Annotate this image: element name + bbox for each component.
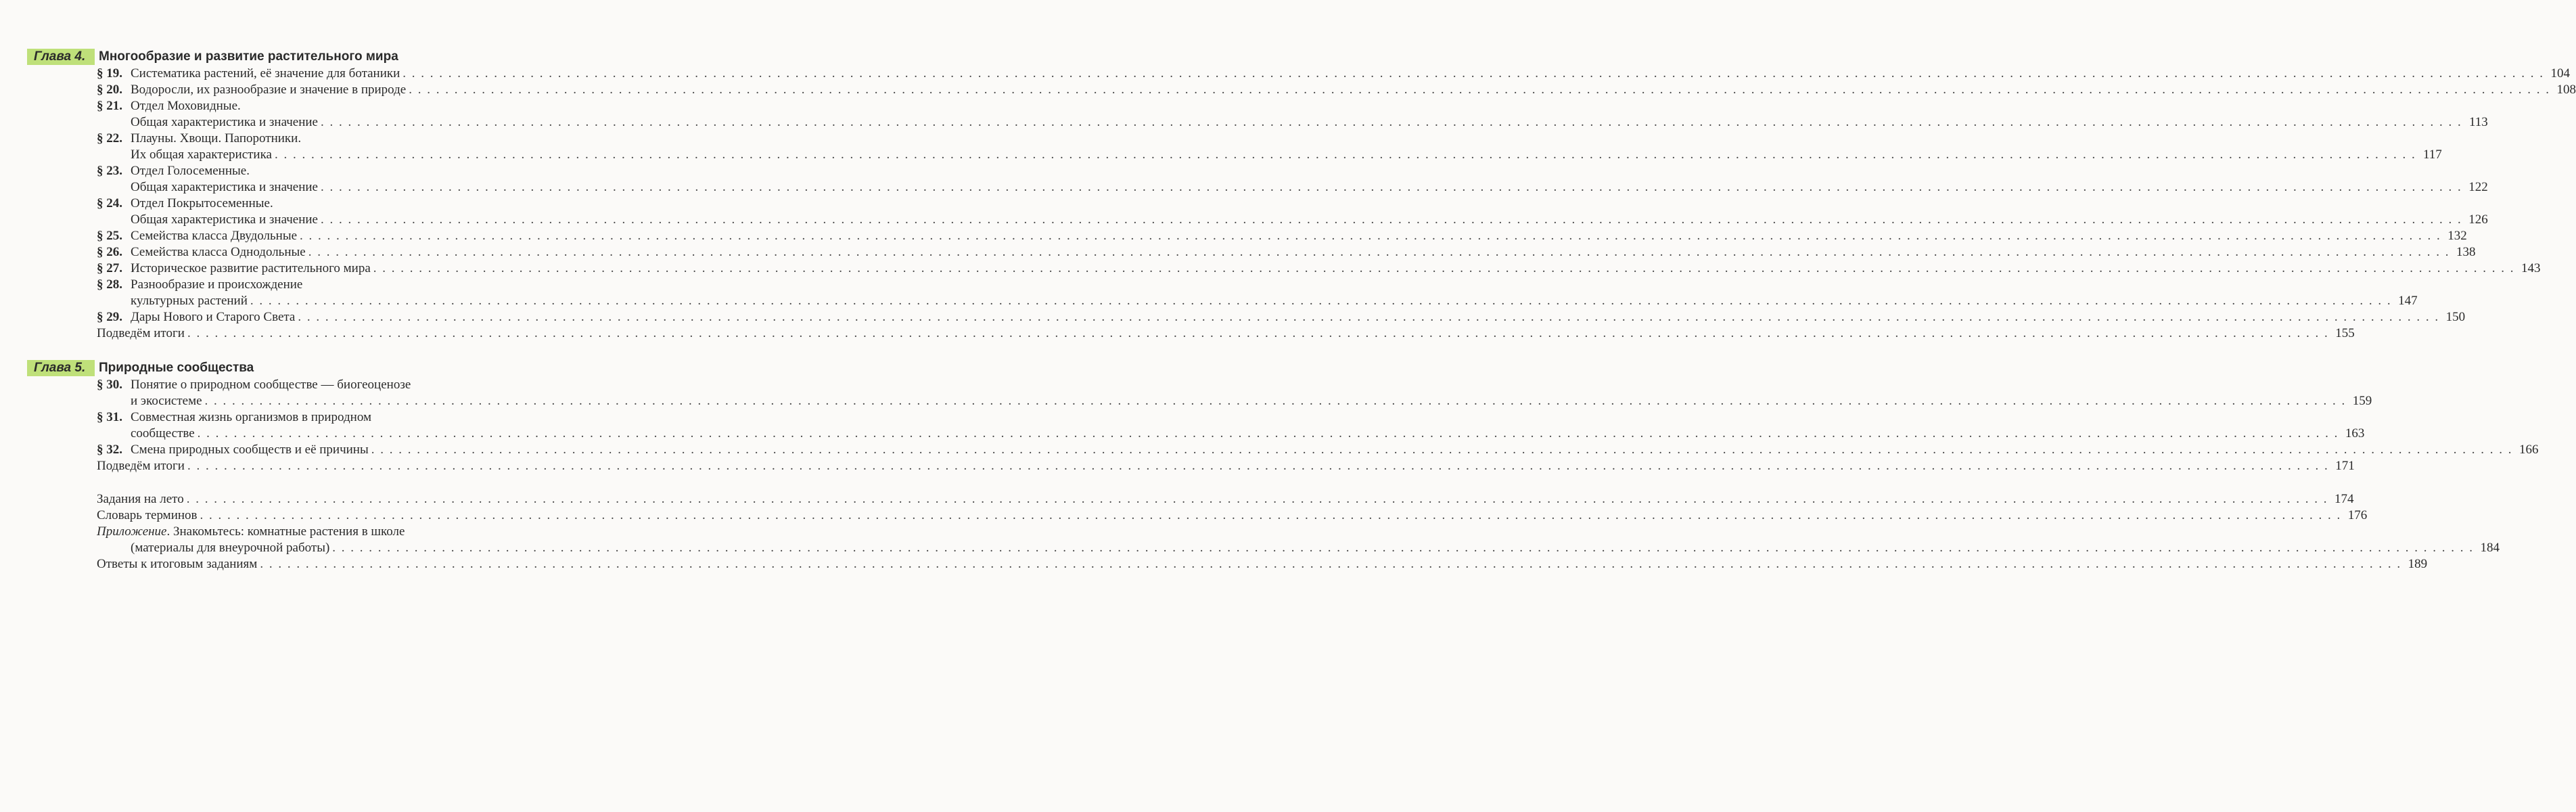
leader-dots: [409, 82, 2550, 98]
toc-entry-21[interactable]: [97, 98, 545, 114]
toc-entry-32[interactable]: [97, 442, 2539, 458]
page-number: 163: [2345, 426, 2365, 441]
leader-dots: [308, 244, 2450, 261]
section-title-cont: Общая характеристика и значение: [131, 212, 318, 227]
toc-entry-28-cont[interactable]: [97, 293, 2418, 309]
section-number: § 21.: [97, 99, 122, 113]
section-number: § 31.: [97, 410, 122, 424]
section-title: Дары Нового и Старого Света: [131, 310, 296, 324]
leader-dots: [321, 114, 2462, 131]
section-number: § 24.: [97, 196, 122, 210]
toc-entry-answers[interactable]: [97, 556, 2428, 572]
leader-dots: [187, 325, 2329, 342]
page-number: 117: [2422, 148, 2442, 162]
section-title: Отдел Голосеменные.: [131, 164, 250, 178]
toc-entry-22-cont[interactable]: [97, 147, 2442, 163]
page-number: 159: [2352, 394, 2372, 408]
entry-title: Задания на лето: [97, 492, 184, 506]
section-title: Совместная жизнь организмов в природном: [131, 410, 372, 424]
section-title: Отдел Моховидные.: [131, 99, 241, 113]
page-number: 138: [2456, 245, 2476, 259]
section-title-cont: и экосистеме: [131, 394, 202, 408]
leader-dots: [260, 556, 2401, 572]
summary-title: Подведём итоги: [97, 326, 185, 340]
entry-title-cont: (материалы для внеурочной работы): [131, 541, 330, 555]
section-number: § 25.: [97, 229, 122, 243]
page-number: 132: [2447, 229, 2467, 243]
page-number: 122: [2468, 180, 2488, 194]
page-number: 184: [2480, 541, 2500, 555]
section-title-cont: Общая характеристика и значение: [131, 115, 318, 129]
entry-title: Ответы к итоговым заданиям: [97, 557, 258, 571]
leader-dots: [402, 66, 2544, 82]
chapter-5-heading: [27, 360, 254, 376]
section-title: Плауны. Хвощи. Папоротники.: [131, 131, 302, 145]
toc-entry-24[interactable]: [97, 196, 545, 212]
section-number: § 20.: [97, 83, 122, 97]
entry-title: [97, 524, 405, 540]
page-number: 113: [2468, 115, 2488, 129]
leader-dots: [300, 228, 2441, 244]
section-title: Историческое развитие растительного мира: [131, 261, 371, 275]
page-number: 171: [2335, 459, 2355, 473]
section-title: Семейства класса Двудольные: [131, 229, 298, 243]
leader-dots: [198, 426, 2339, 442]
appendix-entries: [97, 491, 2500, 572]
toc-entry-28[interactable]: [97, 277, 545, 293]
toc-entry-glossary[interactable]: [97, 508, 2368, 524]
section-number: § 28.: [97, 277, 122, 292]
leader-dots: [250, 293, 2392, 309]
section-title: Смена природных сообществ и её причины: [131, 443, 369, 457]
toc-entry-appendix[interactable]: [97, 524, 545, 540]
leader-dots: [187, 491, 2328, 508]
page-number: 155: [2335, 326, 2355, 340]
leader-dots: [321, 179, 2462, 196]
section-title-cont: Общая характеристика и значение: [131, 180, 318, 194]
page-number: 150: [2445, 310, 2466, 324]
section-number: § 19.: [97, 66, 122, 81]
chapter-4-heading: [27, 49, 398, 65]
leader-dots: [298, 309, 2439, 325]
section-title: Семейства класса Однодольные: [131, 245, 306, 259]
appendix-label: Приложение: [97, 524, 167, 539]
chapter-tag: Глава 4.: [27, 49, 95, 65]
chapter-5-entries: [97, 377, 2539, 474]
section-title-cont: культурных растений: [131, 294, 248, 308]
chapter-4-entries: [97, 66, 2576, 342]
page-number: 108: [2556, 83, 2576, 97]
toc-entry-19[interactable]: [97, 66, 2571, 82]
leader-dots: [373, 261, 2515, 277]
toc-entry-20[interactable]: [97, 82, 2576, 98]
toc-entry-31[interactable]: [97, 409, 545, 426]
toc-entry-21-cont[interactable]: [97, 114, 2488, 131]
leader-dots: [200, 508, 2342, 524]
page-number: 176: [2347, 508, 2368, 522]
section-number: § 30.: [97, 378, 122, 392]
toc-entry-25[interactable]: [97, 228, 2467, 244]
section-number: § 26.: [97, 245, 122, 259]
chapter-tag: Глава 5.: [27, 360, 95, 376]
toc-entry-24-cont[interactable]: [97, 212, 2488, 228]
toc-entry-23[interactable]: [97, 163, 545, 179]
section-number: § 22.: [97, 131, 122, 145]
leader-dots: [187, 458, 2329, 474]
summary-title: Подведём итоги: [97, 459, 185, 473]
chapter-title: Природные сообщества: [99, 361, 254, 375]
page-number: 189: [2408, 557, 2428, 571]
leader-dots: [321, 212, 2462, 228]
appendix-title: . Знакомьтесь: комнатные растения в школе: [166, 524, 405, 539]
toc-summary-ch5[interactable]: [97, 458, 2355, 474]
leader-dots: [332, 540, 2474, 556]
page-number: 126: [2468, 212, 2488, 227]
section-title: Систематика растений, её значение для ботаники: [131, 66, 400, 81]
page-number: 166: [2519, 443, 2539, 457]
section-number: § 29.: [97, 310, 122, 324]
section-title: Разнообразие и происхождение: [131, 277, 303, 292]
toc-entry-22[interactable]: [97, 131, 545, 147]
toc-entry-summer-tasks[interactable]: [97, 491, 2354, 508]
section-title: Водоросли, их разнообразие и значение в природе: [131, 83, 407, 97]
toc-entry-appendix-cont[interactable]: [97, 540, 2500, 556]
section-number: § 23.: [97, 164, 122, 178]
section-number: § 27.: [97, 261, 122, 275]
section-title: Отдел Покрытосеменные.: [131, 196, 273, 210]
chapter-title: Многообразие и развитие растительного мира: [99, 49, 398, 64]
toc-entry-30[interactable]: [97, 377, 545, 393]
toc-entry-27[interactable]: [97, 261, 2541, 277]
toc-entry-26[interactable]: [97, 244, 2476, 261]
entry-title: Словарь терминов: [97, 508, 198, 522]
toc-entry-29[interactable]: [97, 309, 2466, 325]
toc-entry-23-cont[interactable]: [97, 179, 2488, 196]
toc-summary-ch4[interactable]: [97, 325, 2355, 342]
section-title-cont: Их общая характеристика: [131, 148, 272, 162]
leader-dots: [275, 147, 2416, 163]
page-number: 147: [2398, 294, 2418, 308]
page-number: 104: [2550, 66, 2571, 81]
leader-dots: [371, 442, 2513, 458]
page-number: 143: [2521, 261, 2541, 275]
section-title: Понятие о природном сообществе — биогеоценозе: [131, 378, 411, 392]
section-title-cont: сообществе: [131, 426, 195, 441]
toc-entry-30-cont[interactable]: [97, 393, 2372, 409]
section-number: § 32.: [97, 443, 122, 457]
toc-entry-31-cont[interactable]: [97, 426, 2365, 442]
page-number: 174: [2334, 492, 2354, 506]
leader-dots: [205, 393, 2347, 409]
